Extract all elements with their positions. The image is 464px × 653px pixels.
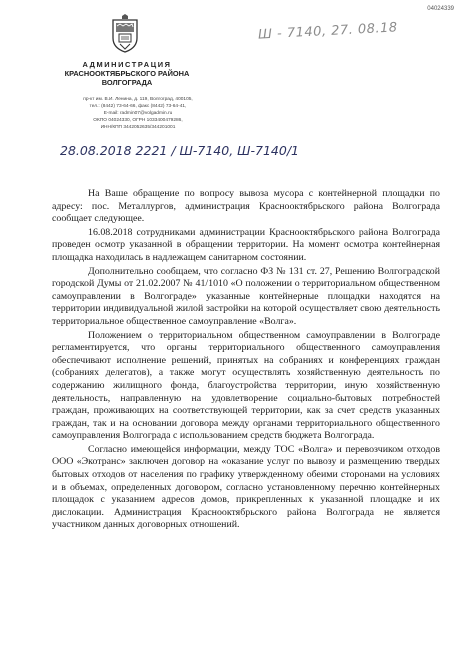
- city-coat-of-arms-icon: [110, 14, 140, 54]
- contact-phone: тел.: (8442) 73-64-66, факс (8442) 73-64-41,: [89, 104, 187, 109]
- handwritten-registration-note: Ш - 7140, 27. 08.18: [257, 20, 399, 43]
- contact-address: пр-кт им. В.И. Ленина, д. 119, Волгоград, 400105,: [83, 97, 193, 102]
- paragraph-3: Дополнительно сообщаем, что согласно ФЗ № 131 ст. 27, Решению Волгоградской городской Думы от 21.02.2007 № 41/1010 «О положении о территориальном общественном самоуправлении в Волгограде» указанные контейнерные площадки находятся на территории индивидуальной жилой застройки на которой осуществляет свою деятельность территориальное общественное самоуправление «Волга».: [52, 265, 440, 327]
- document-number: 04024339: [427, 6, 454, 12]
- contact-email: E-mail: radmin07@volgadmin.ru: [103, 111, 173, 116]
- handwritten-date-and-number: 28.08.2018 2221 / Ш-7140, Ш-7140/1: [60, 143, 300, 158]
- org-line-1: АДМИНИСТРАЦИЯ: [82, 60, 172, 69]
- contact-okpo: ОКПО 04024330, ОГРН 1033400479286,: [93, 118, 183, 123]
- letter-body: [52, 188, 440, 532]
- org-line-3: ВОЛГОГРАДА: [101, 78, 153, 87]
- paragraph-4: Положением о территориальном общественном самоуправлении в Волгограде регламентируется, что органы территориального общественного самоуправления обеспечивают исполнение решений, принятых на собраниях и конференциях граждан (собраниях делегатов), а также могут осуществлять хозяйственную деятельность по содержанию жилищного фонда, благоустройства территории, иную хозяйственную деятельность, направленную на удовлетворение социально-бытовых потребностей граждан, проживающих на соответствующей территории, как за счет средств указанных граждан, так и на основании договора между органами территориального общественного самоуправления Волгограда с использованием средств бюджета Волгограда.: [52, 329, 440, 442]
- contact-details: [58, 96, 218, 131]
- contact-inn: ИНН/КПП 3442052635/344201001: [100, 125, 176, 130]
- paragraph-1: На Ваше обращение по вопросу вывоза мусора с контейнерной площадки по адресу: пос. Металлургов, администрация Краснооктябрьского района Волгограда сообщает следующее.: [52, 188, 440, 225]
- organization-name: [42, 60, 212, 87]
- paragraph-2: 16.08.2018 сотрудниками администрации Краснооктябрьского района Волгограда проведен осмотр указанной в обращении территории. На момент осмотра контейнерная площадка находилась в надлежащем санитарном состоянии.: [52, 226, 440, 263]
- paragraph-5: Согласно имеющейся информации, между ТОС «Волга» и перевозчиком отходов ООО «Экотранс» заключен договор на «оказание услуг по вывозу и размещению твердых бытовых отходов от населения по графику утвержденному обеими сторонами на условиях и в объемах, определенных договором, согласно установленному перечню контейнерных площадок с указанием адресов домов, прикрепленных к указанной площадке и их дислокации. Администрация Краснооктябрьского района Волгограда не является участником данных договорных отношений.: [52, 443, 440, 531]
- org-line-2: КРАСНООКТЯБРЬСКОГО РАЙОНА: [64, 69, 190, 78]
